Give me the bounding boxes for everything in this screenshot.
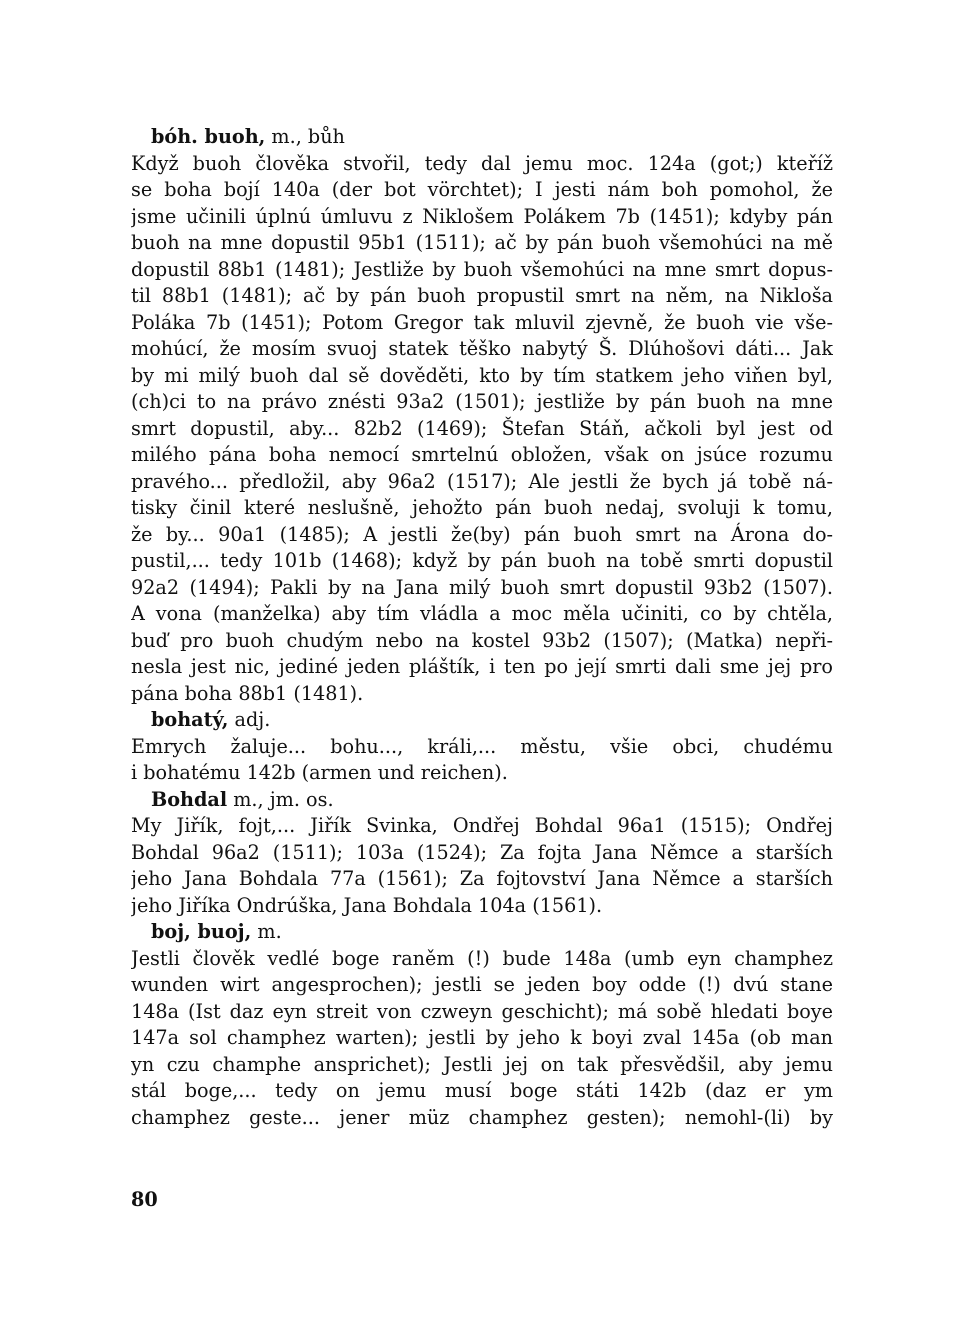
entry-line: i bohatému 142b (armen und reichen). <box>131 761 508 784</box>
entry-bohaty <box>131 707 833 787</box>
entry-boh <box>131 124 833 707</box>
entry-line: pravého... předložil, aby 96a2 (1517); Ale jestli že bych já tobě ná- <box>131 469 833 493</box>
entry-line: til 88b1 (1481); ač by pán buoh propustil smrt na něm, na Nikloša <box>131 284 833 307</box>
entry-line: tisky činil které neslušně, jehožto pán buoh nedaj, svoluji k tomu, <box>131 496 833 519</box>
entry-line: buoh na mne dopustil 95b1 (1511); ač by pán buoh všemohúci na mě <box>131 231 833 254</box>
entry-line: Když buoh člověka stvořil, tedy dal jemu moc. 124a (got;) kteříž <box>131 151 833 175</box>
grammar-note: adj. <box>228 708 271 731</box>
entry-line: yn czu champhe ansprichet); Jestli jej on tak přesvědšil, aby jemu <box>131 1052 833 1076</box>
entry-line: wunden wirt angesprochen); jestli se jeden boy odde (!) dvú stane <box>131 973 833 996</box>
entry-line: 147a sol champhez warten); jestli by jeho k boyi zval 145a (ob man <box>131 1026 833 1049</box>
entry-line: 148a (Ist daz eyn streit von czweyn geschicht); má sobě hledati boye <box>131 999 833 1023</box>
entry-heading <box>131 707 833 734</box>
entry-line: dopustil 88b1 (1481); Jestliže by buoh všemohúci na mne smrt dopus- <box>131 257 833 281</box>
entry-line: stál boge,... tedy on jemu musí boge státi 142b (daz er ym <box>131 1079 833 1102</box>
entry-bohdal <box>131 787 833 920</box>
entry-line: jeho Jana Bohdala 77a (1561); Za fojtovství Jana Němce a starších <box>131 867 833 890</box>
headword: boj, buoj, <box>151 920 252 943</box>
entry-boj <box>131 919 833 1131</box>
entry-line: champhez geste... jener müz champhez gesten); nemohl-(li) by <box>131 1105 833 1129</box>
entry-line: Jestli člověk vedlé boge raněm (!) bude 148a (umb eyn champhez <box>131 946 833 970</box>
entry-line: Poláka 7b (1451); Potom Gregor tak mluvil zjevně, že buoh vie vše- <box>131 310 833 334</box>
grammar-note: m. <box>251 920 282 943</box>
entry-heading <box>131 919 833 946</box>
entry-line: 92a2 (1494); Pakli by na Jana milý buoh smrt dopustil 93b2 (1507). <box>131 575 833 599</box>
entry-line: jsme učinili úplnú úmluvu z Niklošem Polákem 7b (1451); kdyby pán <box>131 204 833 228</box>
entry-line: A vona (manželka) aby tím vládla a moc měla učiniti, co by chtěla, <box>131 602 833 625</box>
entry-line: buď pro buoh chudým nebo na kostel 93b2 (1507); (Matka) nepři- <box>131 628 833 652</box>
entry-line: milého pána boha nemocí smrtelnú obložen, však on jsúce rozumu <box>131 443 833 466</box>
entry-line: Emrych žaluje... bohu..., králi,... městu, všie obci, chudému <box>131 734 833 758</box>
dictionary-page <box>131 124 833 1131</box>
entry-line: by mi milý buoh dal sě dověděti, kto by tím statkem jeho viňen byl, <box>131 363 833 387</box>
entry-line: že by... 90a1 (1485); A jestli že(by) pán buoh smrt na Árona do- <box>131 522 833 546</box>
entry-line: jeho Jiříka Ondrúška, Jana Bohdala 104a (1561). <box>131 893 603 917</box>
entry-line: pána boha 88b1 (1481). <box>131 681 364 705</box>
headword: bóh. buoh, <box>151 125 266 148</box>
headword: bohatý, <box>151 708 229 731</box>
headword: Bohdal <box>151 787 228 811</box>
grammar-note: m., bůh <box>265 125 345 148</box>
page-number: 80 <box>131 1188 158 1211</box>
entry-line: (ch)ci to na právo znésti 93a2 (1501); jestliže by pán buoh na mne <box>131 390 833 413</box>
entry-line: se boha bojí 140a (der bot vörchtet); I jesti nám boh pomohol, že <box>131 178 833 201</box>
entry-line: nesla jest nic, jediné jeden pláštík, i ten po její smrti dali sme jej pro <box>131 655 833 678</box>
entry-heading <box>131 787 833 814</box>
entry-line: mohúcí, že mosím svuoj statek těško nabytý Š. Dlúhošovi dáti... Jak <box>131 337 833 360</box>
grammar-note: m., jm. os. <box>227 787 334 811</box>
entry-line: Bohdal 96a2 (1511); 103a (1524); Za fojta Jana Němce a starších <box>131 840 833 864</box>
entry-heading <box>131 124 833 151</box>
entry-line: pustil,... tedy 101b (1468); když by pán buoh na tobě smrti dopustil <box>131 549 833 572</box>
entry-line: My Jiřík, fojt,... Jiřík Svinka, Ondřej Bohdal 96a1 (1515); Ondřej <box>131 814 833 837</box>
entry-line: smrt dopustil, aby... 82b2 (1469); Štefan Stáň, ačkoli byl jest od <box>131 416 833 440</box>
